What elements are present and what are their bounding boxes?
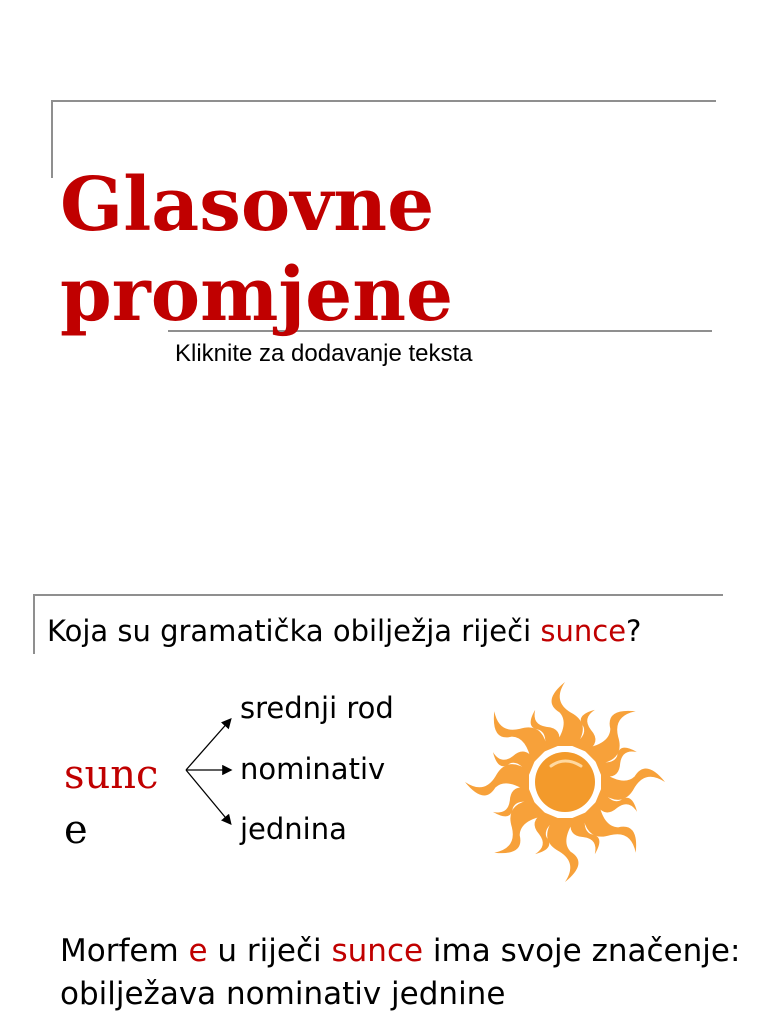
question-suffix: ? [626,614,642,648]
sun-icon [450,672,680,892]
question-highlight-word: sunce [540,614,627,648]
question-prefix: Koja su gramatička obilježja riječi [47,614,541,648]
feature-gender: srednji rod [240,691,394,725]
feature-case: nominativ [240,752,386,786]
word-ending: e [64,807,88,853]
branch-arrows [180,695,240,835]
word-sunce [64,748,158,858]
morpheme-explanation [60,930,760,1016]
slide2-left-rule [33,594,35,654]
title-top-rule [51,100,716,102]
question-text [47,612,707,650]
explanation-part2: u riječi [207,933,332,969]
arrow-up [186,720,230,770]
slide-title[interactable]: Glasovne promjene [60,162,454,338]
explanation-part3: ima svoje značenje: obilježava nominativ jednine [60,933,741,1012]
feature-number: jednina [240,812,347,846]
explanation-morpheme: e [188,933,208,969]
arrow-down [186,770,230,823]
explanation-part1: Morfem [60,933,189,969]
subtitle-placeholder[interactable]: Kliknite za dodavanje teksta [175,340,473,367]
title-left-rule [51,100,53,178]
slide2-top-rule [33,594,723,596]
word-stem: sunc [64,752,159,798]
explanation-word: sunce [331,933,424,969]
